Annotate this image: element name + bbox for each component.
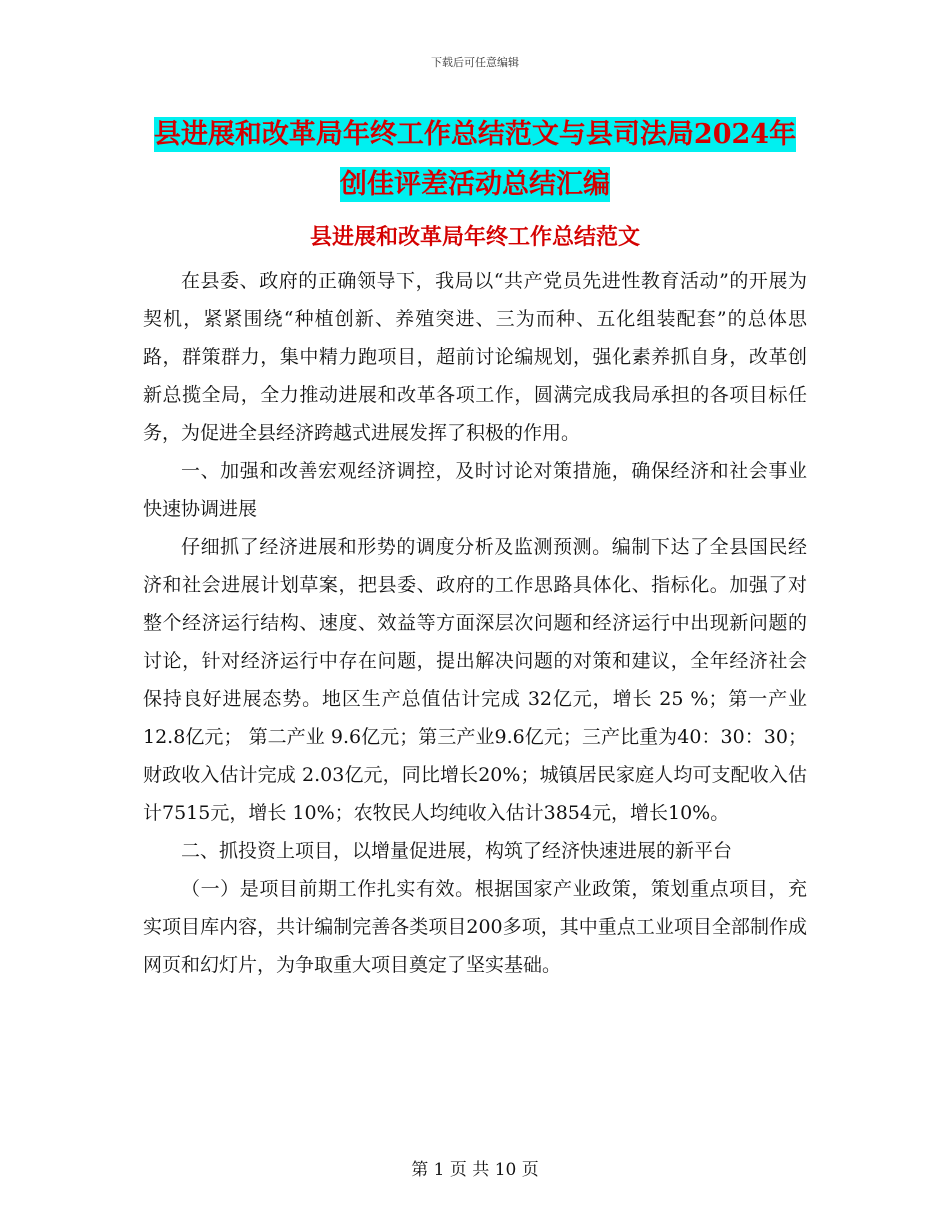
document-body	[143, 262, 807, 984]
header-note: 下载后可任意编辑	[431, 56, 519, 69]
heading-paragraph: 一、加强和改善宏观经济调控，及时讨论对策措施，确保经济和社会事业快速协调进展	[143, 460, 807, 520]
title-line-2: 创佳评差活动总结汇编	[340, 169, 610, 200]
paragraph: 在县委、政府的正确领导下，我局以“共产党员先进性教育活动”的开展为契机，紧紧围绕“种植创新、养殖突进、三为而种、五化组装配套”的总体思路，群策群力，集中精力跑项目，超前讨论编规划，强化素养抓自身，改革创新总揽全局，全力推动进展和改革各项工作，圆满完成我局承担的各项目标任务，为促进全县经济跨越式进展发挥了积极的作用。	[143, 270, 807, 444]
paragraph: 仔细抓了经济进展和形势的调度分析及监测预测。编制下达了全县国民经济和社会进展计划草案，把县委、政府的工作思路具体化、指标化。加强了对整个经济运行结构、速度、效益等方面深层次问题和经济运行中出现新问题的讨论，针对经济运行中存在问题，提出解决问题的对策和建议，全年经济社会保持良好进展态势。地区生产总值估计完成 32亿元，增长 25 %；第一产业 12.8亿元； 第二产业 9.6亿元；第三产业9.6亿元；三产比重为40：30：30；财政收入估计完成 2.03亿元，同比增长20%；城镇居民家庭人均可支配收入估计7515元，增长 10%；农牧民人均纯收入估计3854元，增长10%。	[143, 536, 807, 824]
page-footer: 第 1 页 共 10 页	[411, 1160, 539, 1180]
title-line-1: 县进展和改革局年终工作总结范文与县司法局2024年	[153, 119, 797, 150]
heading-paragraph: 二、抓投资上项目，以增量促进展，构筑了经济快速进展的新平台	[181, 840, 733, 862]
paragraph: （一）是项目前期工作扎实有效。根据国家产业政策，策划重点项目，充实项目库内容，共计编制完善各类项目200多项，其中重点工业项目全部制作成网页和幻灯片，为争取重大项目奠定了坚实基础。	[143, 878, 807, 976]
section-title: 县进展和改革局年终工作总结范文	[309, 224, 640, 250]
document-title	[140, 110, 810, 210]
